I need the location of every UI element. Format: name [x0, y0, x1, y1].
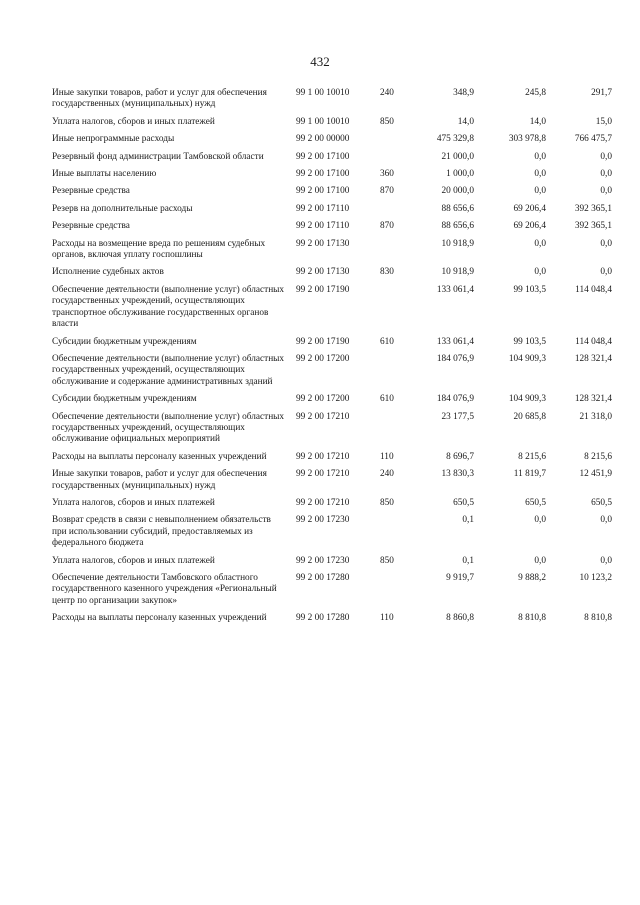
row-code: 99 2 00 00000: [296, 134, 350, 145]
page-number: 432: [310, 54, 330, 69]
row-expense-type: 360: [380, 169, 394, 180]
row-amount-1: 20 000,0: [441, 186, 474, 197]
row-amount-3: 0,0: [600, 515, 612, 526]
row-expense-type: 850: [380, 555, 394, 566]
row-name: Обеспечение деятельности (выполнение услуг) областных государственных учреждений, осуществляющих обслуживание официальных мероприятий: [52, 411, 285, 445]
row-code: 99 2 00 17100: [296, 169, 350, 180]
row-name: Уплата налогов, сборов и иных платежей: [52, 555, 215, 566]
row-name: Уплата налогов, сборов и иных платежей: [52, 497, 215, 508]
table-row: [52, 573, 612, 613]
row-expense-type: 850: [380, 116, 394, 127]
row-name: Резервные средства: [52, 221, 130, 232]
row-amount-3: 21 318,0: [579, 411, 612, 422]
row-code: 99 2 00 17200: [296, 353, 350, 364]
row-expense-type: [380, 152, 408, 169]
row-name: Исполнение судебных актов: [52, 267, 164, 278]
row-expense-type: 240: [380, 469, 394, 480]
row-amount-1: 10 918,9: [441, 238, 474, 249]
row-name: Иные непрограммные расходы: [52, 134, 175, 145]
row-code: 99 2 00 17280: [296, 613, 350, 624]
row-name: Расходы на возмещение вреда по решениям судебных органов, включая уплату госпошлины: [52, 238, 266, 261]
row-name: Иные выплаты населению: [52, 169, 157, 180]
row-expense-type: [380, 285, 408, 337]
table-row: [52, 186, 612, 203]
row-code: 99 2 00 17190: [296, 284, 350, 295]
row-amount-3: 12 451,9: [579, 469, 612, 480]
row-amount-2: 11 819,7: [513, 469, 546, 480]
row-amount-2: 0,0: [534, 151, 546, 162]
row-amount-3: 0,0: [600, 267, 612, 278]
row-amount-3: 15,0: [595, 116, 612, 127]
row-expense-type: [380, 204, 408, 221]
row-expense-type: [380, 239, 408, 268]
row-amount-3: 0,0: [600, 169, 612, 180]
row-amount-2: 0,0: [534, 169, 546, 180]
row-amount-2: 0,0: [534, 515, 546, 526]
row-code: 99 2 00 17280: [296, 573, 350, 583]
row-expense-type: [380, 515, 408, 555]
table-row: [52, 204, 612, 221]
row-amount-2: 8 215,6: [518, 451, 546, 462]
row-code: 99 2 00 17130: [296, 238, 350, 249]
table-row: [52, 394, 612, 411]
row-amount-2: 20 685,8: [513, 411, 546, 422]
row-code: 99 1 00 10010: [296, 116, 350, 127]
row-code: 99 2 00 17210: [296, 451, 350, 462]
row-amount-2: 99 103,5: [513, 336, 546, 347]
row-amount-3: 650,5: [591, 497, 612, 508]
row-code: 99 1 00 10010: [296, 88, 350, 98]
table-row: [52, 469, 612, 498]
row-code: 99 2 00 17200: [296, 394, 350, 405]
row-amount-2: 0,0: [534, 267, 546, 278]
row-amount-3: 291,7: [591, 88, 612, 98]
row-amount-3: 392 365,1: [574, 203, 612, 214]
row-name: Субсидии бюджетным учреждениям: [52, 394, 197, 405]
row-amount-1: 88 656,6: [441, 203, 474, 214]
row-code: 99 2 00 17100: [296, 186, 350, 197]
row-amount-3: 8 810,8: [584, 613, 612, 624]
row-name: Резервный фонд администрации Тамбовской области: [52, 151, 264, 162]
row-expense-type: 610: [380, 336, 394, 347]
row-expense-type: [380, 134, 408, 151]
table-row: [52, 88, 612, 117]
row-name: Резерв на дополнительные расходы: [52, 203, 193, 214]
row-amount-3: 0,0: [600, 238, 612, 249]
row-name: Резервные средства: [52, 186, 130, 197]
row-name: Возврат средств в связи с невыполнением обязательств при использовании субсидий, предоставляемых из федерального бюджета: [52, 515, 271, 549]
table-row: [52, 239, 612, 268]
budget-table-body: [52, 88, 612, 631]
row-amount-1: 88 656,6: [441, 221, 474, 232]
row-name: Расходы на выплаты персоналу казенных учреждений: [52, 613, 267, 624]
row-expense-type: [380, 573, 408, 613]
row-amount-1: 348,9: [453, 88, 474, 98]
row-amount-3: 114 048,4: [575, 336, 612, 347]
row-amount-1: 23 177,5: [441, 411, 474, 422]
row-amount-2: 650,5: [525, 497, 546, 508]
row-amount-3: 766 475,7: [574, 134, 612, 145]
row-amount-1: 475 329,8: [436, 134, 474, 145]
row-expense-type: 830: [380, 267, 394, 278]
row-amount-1: 0,1: [462, 555, 474, 566]
row-amount-2: 0,0: [534, 555, 546, 566]
row-amount-1: 13 830,3: [441, 469, 474, 480]
row-amount-3: 10 123,2: [579, 573, 612, 583]
table-row: [52, 515, 612, 555]
row-expense-type: 240: [380, 88, 394, 98]
row-name: Иные закупки товаров, работ и услуг для обеспечения государственных (муниципальных) нужд: [52, 88, 267, 110]
row-expense-type: [380, 354, 408, 394]
row-amount-3: 0,0: [600, 186, 612, 197]
row-amount-1: 21 000,0: [441, 151, 474, 162]
row-amount-2: 8 810,8: [518, 613, 546, 624]
row-amount-1: 650,5: [453, 497, 474, 508]
row-amount-1: 184 076,9: [436, 353, 474, 364]
row-code: 99 2 00 17210: [296, 469, 350, 480]
row-code: 99 2 00 17230: [296, 555, 350, 566]
row-code: 99 2 00 17110: [296, 203, 350, 214]
row-amount-1: 10 918,9: [441, 267, 474, 278]
row-amount-2: 0,0: [534, 238, 546, 249]
table-row: [52, 412, 612, 452]
row-amount-2: 0,0: [534, 186, 546, 197]
row-expense-type: 850: [380, 497, 394, 508]
table-row: [52, 337, 612, 354]
row-amount-1: 133 061,4: [436, 284, 474, 295]
row-expense-type: 870: [380, 221, 394, 232]
row-code: 99 2 00 17190: [296, 336, 350, 347]
row-name: Иные закупки товаров, работ и услуг для обеспечения государственных (муниципальных) нужд: [52, 469, 267, 491]
row-amount-1: 1 000,0: [446, 169, 474, 180]
row-amount-1: 9 919,7: [446, 573, 474, 583]
row-name: Обеспечение деятельности Тамбовского областного государственного казенного учреждения «Региональный центр по организации закупок»: [52, 573, 277, 606]
row-code: 99 2 00 17210: [296, 411, 350, 422]
budget-table: [52, 88, 612, 631]
row-code: 99 2 00 17100: [296, 151, 350, 162]
row-amount-3: 114 048,4: [575, 284, 612, 295]
table-row: [52, 354, 612, 394]
table-row: [52, 169, 612, 186]
table-row: [52, 267, 612, 284]
row-amount-3: 0,0: [600, 151, 612, 162]
row-expense-type: [380, 412, 408, 452]
row-amount-2: 104 909,3: [508, 394, 546, 405]
table-row: [52, 285, 612, 337]
row-amount-2: 104 909,3: [508, 353, 546, 364]
row-amount-1: 0,1: [462, 515, 474, 526]
row-code: 99 2 00 17230: [296, 515, 350, 526]
row-name: Уплата налогов, сборов и иных платежей: [52, 116, 215, 127]
row-name: Обеспечение деятельности (выполнение услуг) областных государственных учреждений, осуществляющих обслуживание и содержание административных зданий: [52, 353, 285, 387]
row-amount-2: 9 888,2: [518, 573, 546, 583]
row-code: 99 2 00 17130: [296, 267, 350, 278]
row-amount-2: 303 978,8: [508, 134, 546, 145]
row-amount-2: 245,8: [525, 88, 546, 98]
table-row: [52, 498, 612, 515]
row-code: 99 2 00 17210: [296, 497, 350, 508]
row-amount-3: 8 215,6: [584, 451, 612, 462]
table-row: [52, 134, 612, 151]
row-expense-type: 870: [380, 186, 394, 197]
row-amount-2: 69 206,4: [513, 221, 546, 232]
row-amount-2: 69 206,4: [513, 203, 546, 214]
row-name: Субсидии бюджетным учреждениям: [52, 336, 197, 347]
table-row: [52, 556, 612, 573]
table-row: [52, 452, 612, 469]
table-row: [52, 221, 612, 238]
table-row: [52, 613, 612, 630]
row-code: 99 2 00 17110: [296, 221, 350, 232]
row-amount-2: 99 103,5: [513, 284, 546, 295]
row-amount-3: 128 321,4: [574, 394, 612, 405]
row-amount-2: 14,0: [529, 116, 546, 127]
row-amount-1: 133 061,4: [436, 336, 474, 347]
row-amount-3: 392 365,1: [574, 221, 612, 232]
row-amount-1: 14,0: [457, 116, 474, 127]
row-expense-type: 110: [380, 613, 394, 624]
row-amount-3: 0,0: [600, 555, 612, 566]
row-expense-type: 610: [380, 394, 394, 405]
row-amount-1: 184 076,9: [436, 394, 474, 405]
table-row: [52, 117, 612, 134]
row-name: Обеспечение деятельности (выполнение услуг) областных государственных учреждений, осуществляющих транспортное обслуживание государственных органов власти: [52, 284, 285, 330]
row-name: Расходы на выплаты персоналу казенных учреждений: [52, 451, 267, 462]
row-expense-type: 110: [380, 451, 394, 462]
row-amount-3: 128 321,4: [574, 353, 612, 364]
table-row: [52, 152, 612, 169]
row-amount-1: 8 696,7: [446, 451, 474, 462]
row-amount-1: 8 860,8: [446, 613, 474, 624]
